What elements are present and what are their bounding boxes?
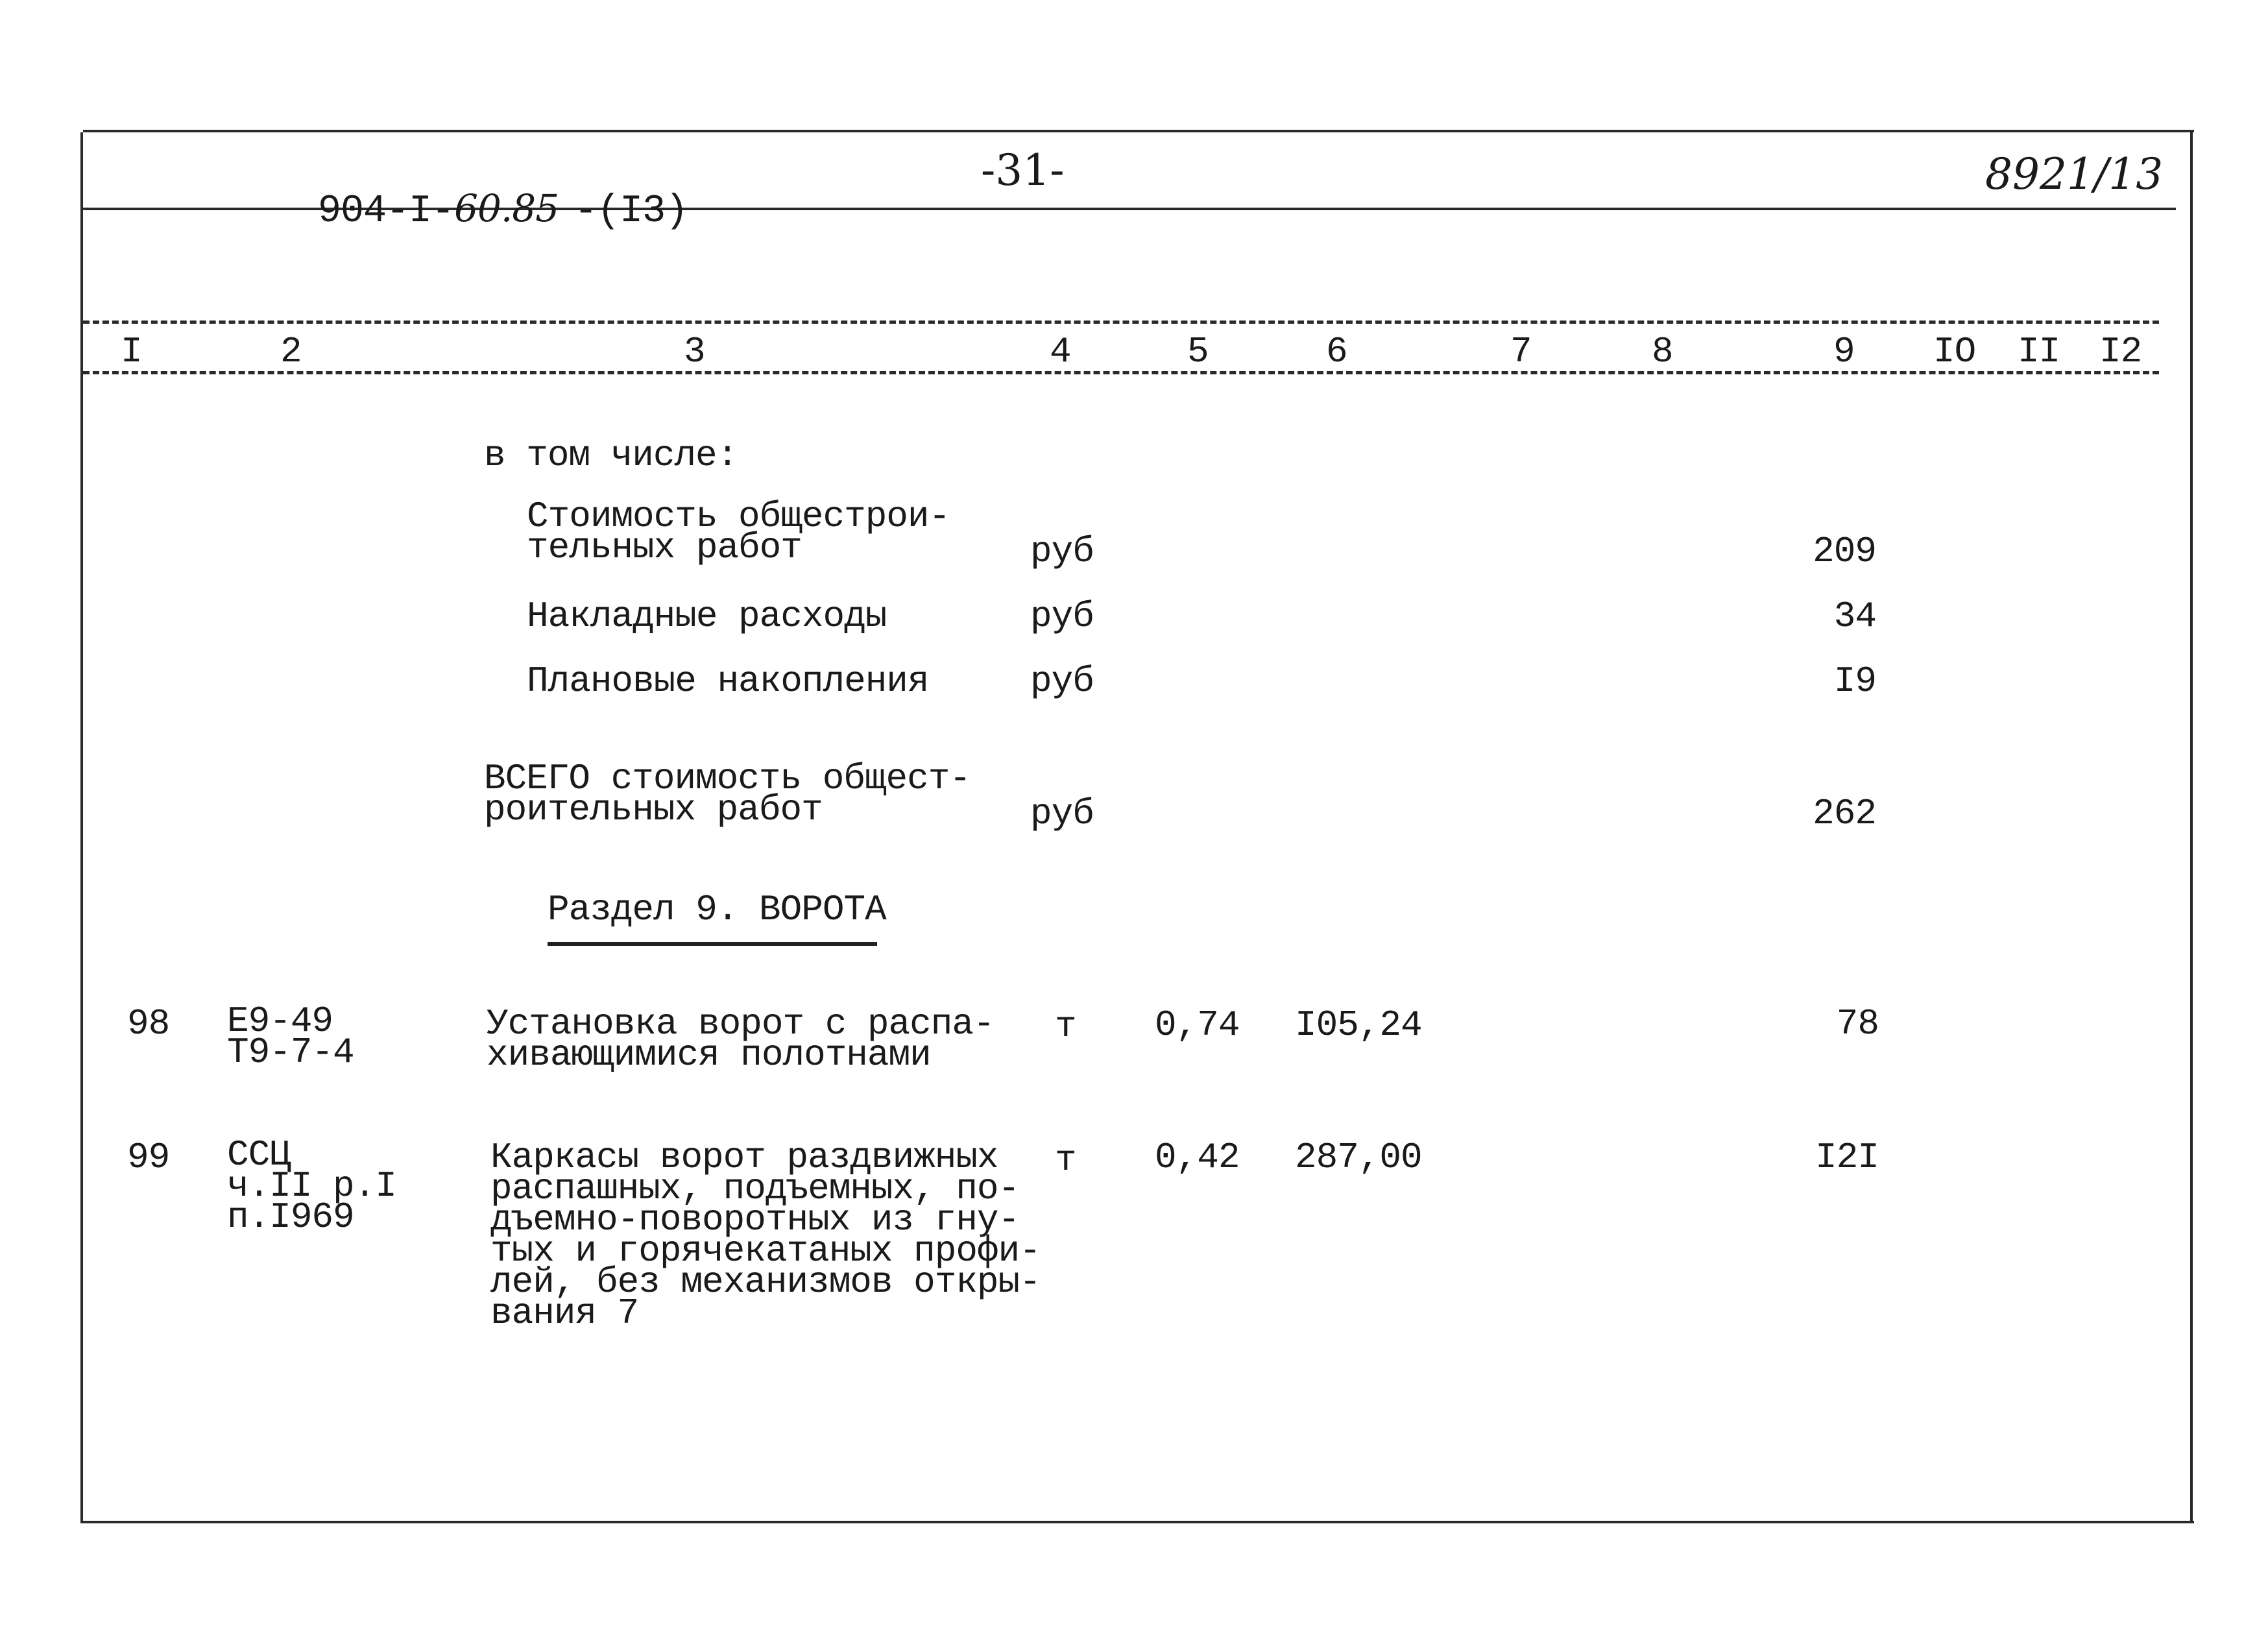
document-code-prefix: 904-I- [318, 189, 455, 234]
column-number: 6 [1326, 331, 1347, 372]
frame-left-line [80, 132, 83, 1523]
row-description: Каркасы ворот раздвижных распашных, подъемных, по- дъемно-поворотных из гну- тых и горячекатаных профи- лей, без механизмов откры- вания 7 [490, 1137, 1041, 1334]
row-number: 98 [127, 1003, 170, 1045]
row-cost: I2I [1815, 1137, 1879, 1178]
row-unit-price: 287,00 [1295, 1137, 1422, 1178]
subtotal-row-unit: руб [1030, 660, 1094, 702]
column-number: 3 [684, 331, 705, 372]
section-title-underline [548, 942, 877, 946]
row-cost: 78 [1836, 1003, 1879, 1045]
column-number: 8 [1652, 331, 1673, 372]
column-number: 7 [1510, 331, 1532, 372]
column-number: 5 [1187, 331, 1209, 372]
subtotal-heading: в том числе: [484, 435, 738, 476]
column-number: II [2018, 331, 2060, 372]
subtotal-row-unit: руб [1030, 531, 1094, 572]
subtotal-row-name: Накладные расходы [527, 596, 887, 637]
row-quantity: 0,74 [1155, 1004, 1240, 1046]
document-code-suffix: -(I3) [574, 189, 688, 234]
subtotal-row-amount: 209 [1813, 531, 1876, 572]
total-row-amount: 262 [1813, 793, 1876, 834]
subtotal-row-amount: I9 [1833, 660, 1876, 702]
subtotal-row-name: Плановые накопления [527, 660, 929, 702]
column-band-top-dash [83, 321, 2159, 324]
row-quantity: 0,42 [1155, 1137, 1240, 1178]
row-unit: т [1055, 1139, 1076, 1181]
column-number: 4 [1050, 331, 1071, 372]
subtotal-row-unit: руб [1030, 596, 1094, 637]
frame-top-line [83, 130, 2194, 132]
frame-right-line [2190, 132, 2193, 1521]
document-code-handwritten: 60.85 [454, 186, 559, 230]
total-row-name: ВСЕГО стоимость общест- роительных работ [484, 758, 971, 830]
row-code: ССЦ ч.II р.I п.I969 [227, 1134, 396, 1238]
subtotal-row-amount: 34 [1833, 596, 1876, 637]
section-title: Раздел 9. ВОРОТА [548, 889, 886, 930]
frame-bottom-line [83, 1521, 2194, 1523]
column-number: 9 [1833, 331, 1855, 372]
total-row-unit: руб [1030, 793, 1094, 834]
column-number: 2 [280, 331, 302, 372]
subtotal-row-name: Стоимость общестрои- тельных работ [527, 496, 950, 568]
row-description: Установка ворот с распа- хивающимися полотнами [487, 1003, 995, 1076]
row-unit-price: I05,24 [1295, 1004, 1422, 1046]
page-number: -31- [981, 145, 1065, 195]
column-number: I [121, 331, 142, 372]
row-number: 99 [127, 1137, 170, 1178]
document-code [272, 151, 688, 234]
column-number: IO [1933, 331, 1976, 372]
inventory-number: 8921/13 [1985, 149, 2164, 199]
row-unit: т [1055, 1006, 1076, 1047]
column-number: I2 [2099, 331, 2142, 372]
row-code: Е9-49 Т9-7-4 [227, 1000, 354, 1073]
